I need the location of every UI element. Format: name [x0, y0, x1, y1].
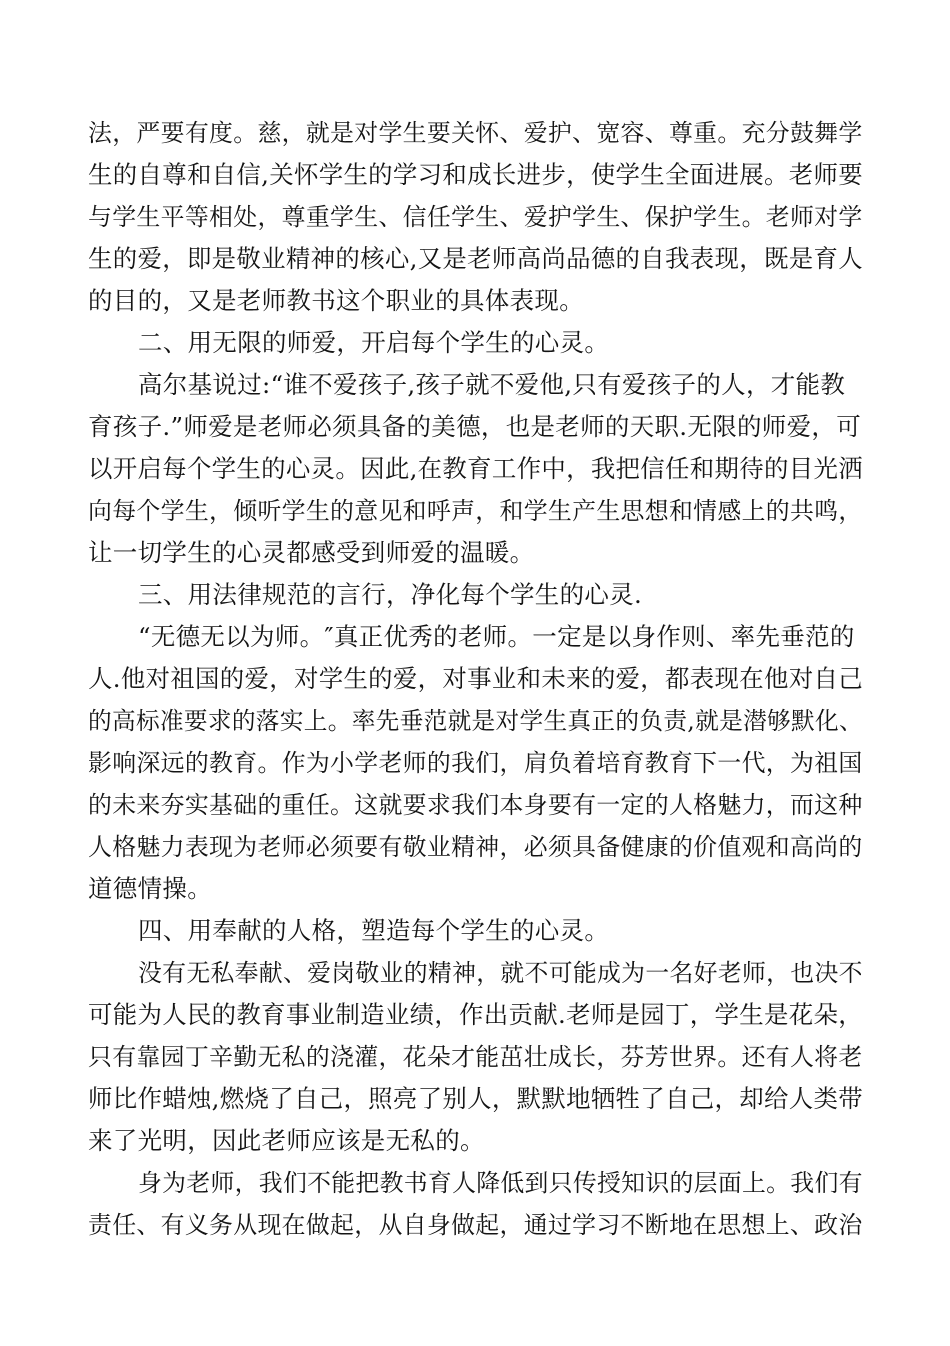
text-line: 让一切学生的心灵都感受到师爱的温暖。 — [88, 538, 535, 567]
text-line: 向每个学生，倾听学生的意见和呼声，和学生产生思想和情感上的共鸣， — [88, 497, 863, 525]
text-line: 来了光明，因此老师应该是无私的。 — [88, 1126, 485, 1155]
text-line: 人格魅力表现为老师必须要有敬业精神，必须具备健康的价值观和高尚的 — [88, 833, 863, 861]
text-line: 四、用奉献的人格，塑造每个学生的心灵。 — [138, 916, 610, 945]
text-line: 与学生平等相处，尊重学生、信任学生、爱护学生、保护学生。老师对学 — [88, 203, 863, 231]
text-line: 的目的，又是老师教书这个职业的具体表现。 — [88, 286, 584, 315]
text-line: 的未来夯实基础的重任。这就要求我们本身要有一定的人格魅力，而这种 — [88, 791, 863, 819]
text-line: “无德无以为师。″真正优秀的老师。一定是以身作则、率先垂范的 — [138, 622, 855, 651]
text-line: 法，严要有度。慈，就是对学生要关怀、爱护、宽容、尊重。充分鼓舞学 — [88, 119, 863, 147]
document-body — [88, 112, 863, 1246]
text-line: 生的自尊和自信,关怀学生的学习和成长进步，使学生全面进展。老师要 — [88, 160, 863, 189]
text-line: 身为老师，我们不能把教书育人降低到只传授知识的层面上。我们有 — [138, 1169, 863, 1197]
text-line: 没有无私奉献、爱岗敬业的精神，就不可能成为一名好老师，也决不 — [138, 959, 863, 987]
text-line: 道德情操。 — [88, 874, 212, 903]
text-line: 高尔基说过:“谁不爱孩子,孩子就不爱他,只有爱孩子的人，才能教 — [138, 370, 846, 399]
text-line: 以开启每个学生的心灵。因此,在教育工作中，我把信任和期待的目光洒 — [88, 454, 863, 483]
text-line: 师比作蜡烛,燃烧了自己，照亮了别人，默默地牺牲了自己，却给人类带 — [88, 1084, 863, 1113]
text-line: 的高标准要求的落实上。率先垂范就是对学生真正的负责,就是潜够默化、 — [88, 707, 863, 735]
text-line: 人.他对祖国的爱，对学生的爱，对事业和未来的爱，都表现在他对自己 — [88, 664, 863, 693]
text-line: 生的爱，即是敬业精神的核心,又是老师高尚品德的自我表现，既是育人 — [88, 244, 863, 273]
text-line: 可能为人民的教育事业制造业绩，作出贡献.老师是园丁，学生是花朵， — [88, 1000, 863, 1029]
text-line: 二、用无限的师爱，开启每个学生的心灵。 — [138, 328, 610, 357]
text-line: 影响深远的教育。作为小学老师的我们，肩负着培育教育下一代，为祖国 — [88, 749, 863, 777]
text-line: 只有靠园丁辛勤无私的浇灌，花朵才能茁壮成长，芬芳世界。还有人将老 — [88, 1043, 863, 1071]
text-line: 三、用法律规范的言行，净化每个学生的心灵. — [138, 580, 643, 609]
text-line: 责任、有义务从现在做起，从自身做起，通过学习不断地在思想上、政治 — [88, 1211, 863, 1239]
text-line: 育孩子.”师爱是老师必须具备的美德，也是老师的天职.无限的师爱，可 — [88, 412, 861, 441]
